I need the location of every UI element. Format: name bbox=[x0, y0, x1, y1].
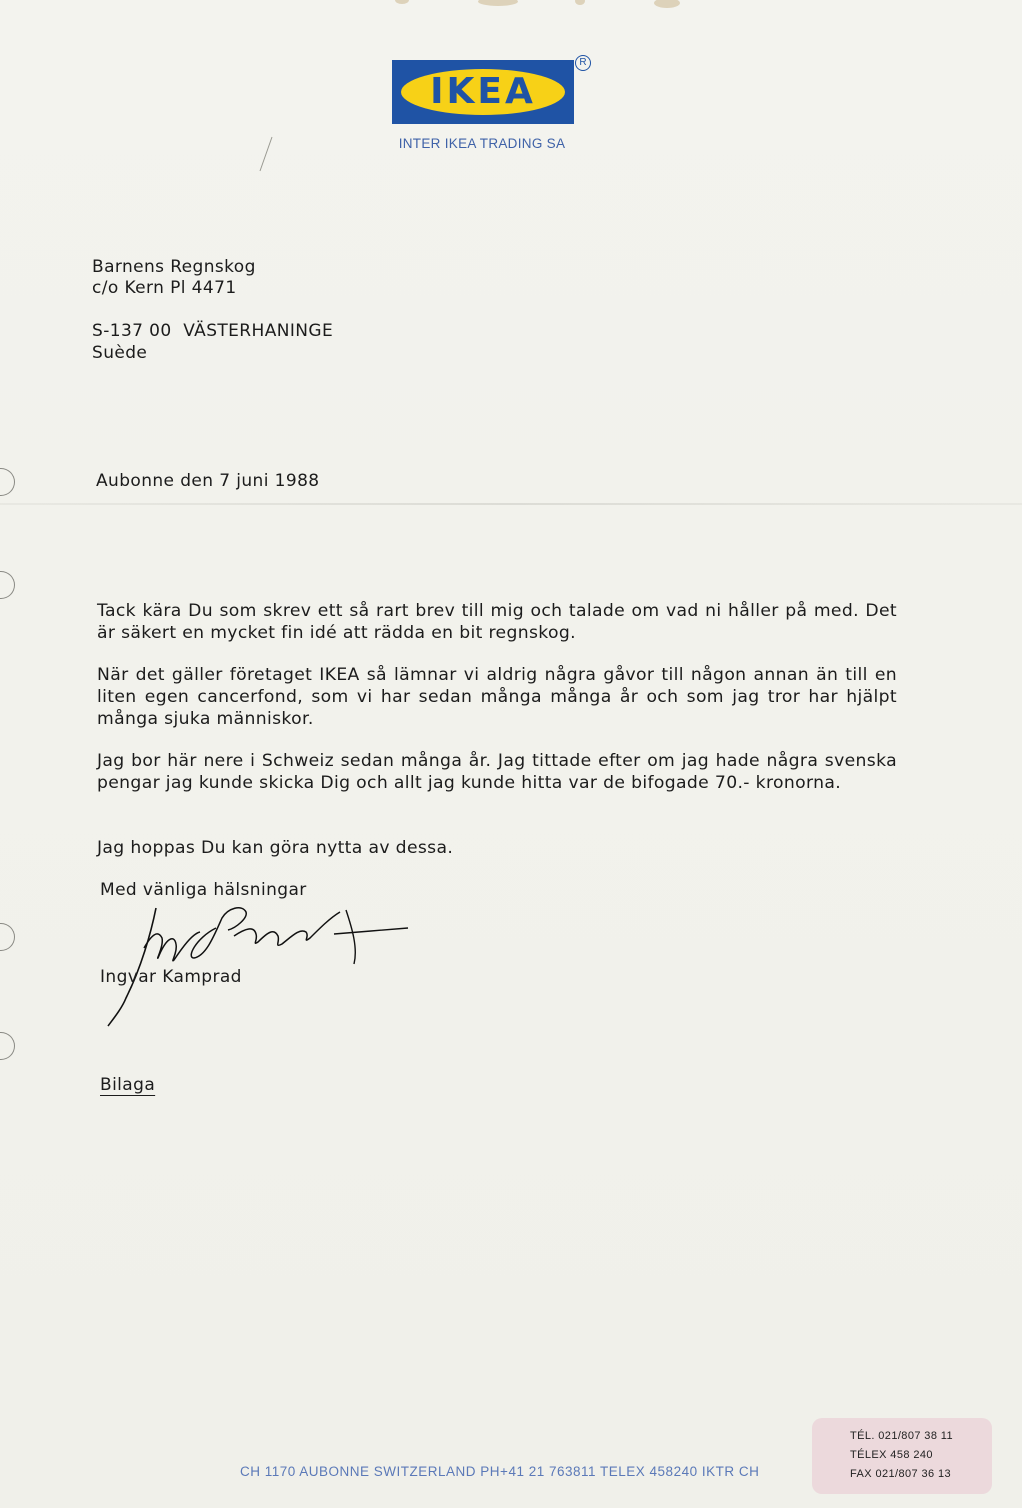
body-paragraph-2: När det gäller företaget IKEA så lämnar vi aldrig några gåvor till någon annan än till en liten egen cancerfond, som vi har sedan många många år och som jag tror har hjälpt många sjuka människor. bbox=[97, 665, 897, 729]
paper-stain bbox=[478, 0, 518, 6]
body-paragraph-4: Jag hoppas Du kan göra nytta av dessa. bbox=[97, 838, 454, 858]
registered-trademark-icon: R bbox=[575, 55, 591, 71]
paper-stain bbox=[395, 0, 409, 4]
handwritten-signature bbox=[96, 888, 416, 1028]
recipient-care-of: c/o Kern Pl 4471 bbox=[92, 278, 237, 298]
signer-name: Ingvar Kamprad bbox=[100, 967, 242, 987]
fax-line: FAX 021/807 36 13 bbox=[850, 1468, 951, 1480]
recipient-country: Suède bbox=[92, 343, 148, 363]
enclosure-note: Bilaga bbox=[100, 1075, 156, 1095]
date-line: Aubonne den 7 juni 1988 bbox=[96, 471, 320, 491]
punch-hole-mark bbox=[0, 923, 15, 951]
telex-line: TÉLEX 458 240 bbox=[850, 1449, 933, 1461]
paper-stain bbox=[654, 0, 680, 8]
punch-hole-mark bbox=[0, 468, 15, 496]
logo-text: IKEA bbox=[430, 71, 536, 112]
company-name: INTER IKEA TRADING SA bbox=[398, 136, 566, 151]
punch-hole-mark bbox=[0, 571, 15, 599]
recipient-postal: S-137 00 VÄSTERHANINGE bbox=[92, 321, 334, 341]
recipient-name: Barnens Regnskog bbox=[92, 257, 256, 277]
punch-hole-mark bbox=[0, 1032, 15, 1060]
letter-body bbox=[97, 600, 897, 644]
letter-body bbox=[97, 750, 897, 794]
footer-address: CH 1170 AUBONNE SWITZERLAND PH+41 21 763811 TELEX 458240 IKTR CH bbox=[240, 1464, 760, 1479]
contact-sticker bbox=[812, 1418, 992, 1494]
paper-stain bbox=[575, 0, 585, 5]
body-paragraph-1: Tack kära Du som skrev ett så rart brev till mig och talade om vad ni håller på med. Det är säkert en mycket fin idé att rädda en bit regnskog. bbox=[97, 601, 897, 643]
letter-body bbox=[97, 837, 897, 859]
letter-body bbox=[97, 664, 897, 730]
telephone-line: TÉL. 021/807 38 11 bbox=[850, 1430, 954, 1442]
paper-fold-line bbox=[0, 503, 1022, 505]
closing-line: Med vänliga hälsningar bbox=[100, 880, 307, 900]
body-paragraph-3: Jag bor här nere i Schweiz sedan många år. Jag tittade efter om jag hade några svenska pengar jag kunde skicka Dig och allt jag kunde hitta var de bifogade 70.- kronorna. bbox=[97, 751, 897, 793]
ikea-logo bbox=[392, 60, 574, 124]
pencil-mark bbox=[255, 135, 275, 175]
